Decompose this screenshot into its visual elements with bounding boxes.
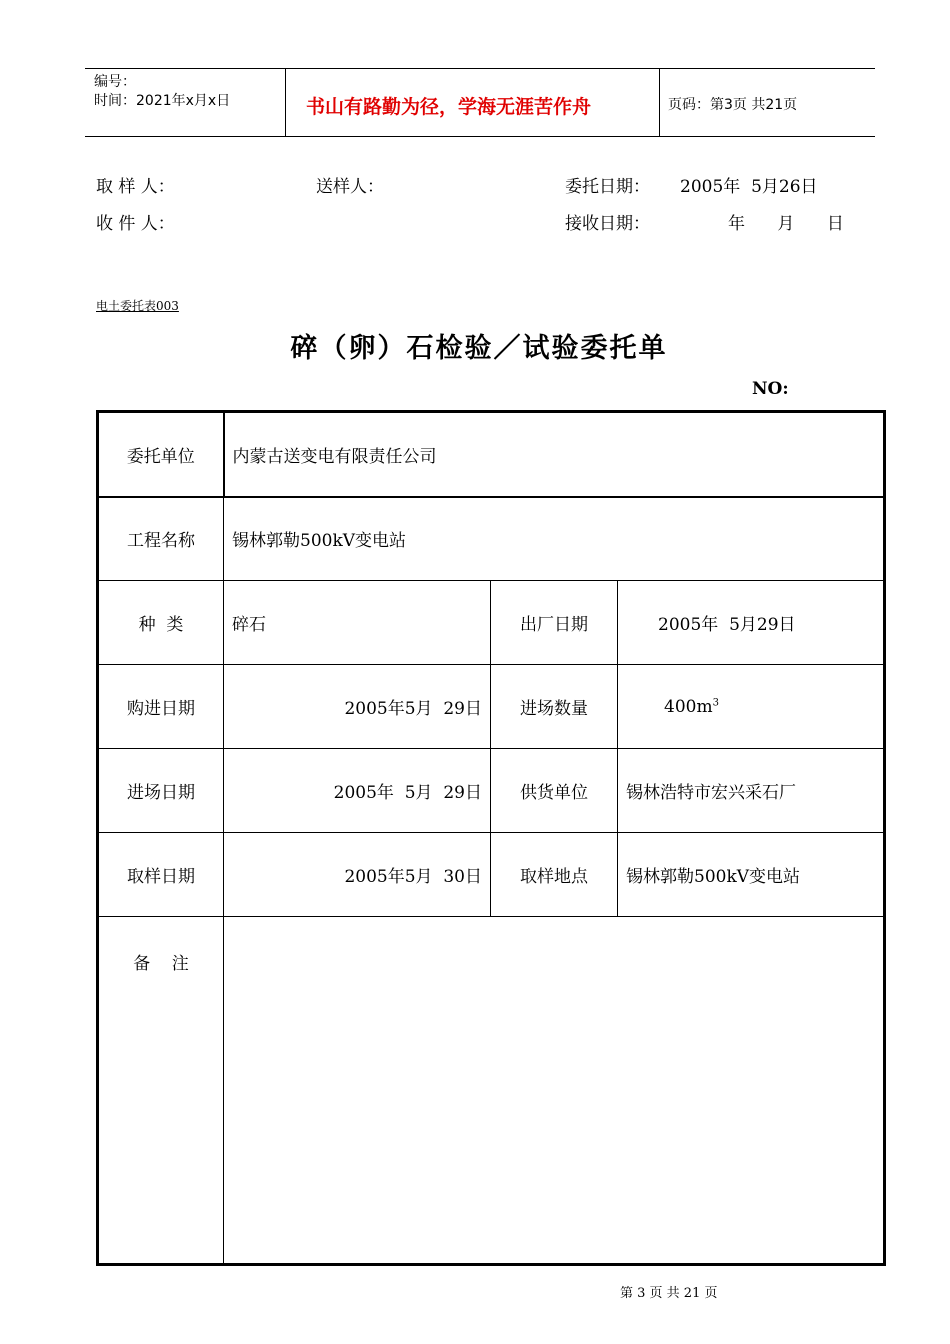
supplier-value: 锡林浩特市宏兴采石厂 [618, 749, 885, 833]
page-title: 碎（卵）石检验／试验委托单 [290, 333, 668, 364]
client-value: 内蒙古送变电有限责任公司 [224, 412, 885, 497]
entry-qty-value: 400m [664, 696, 713, 717]
sample-site-value: 锡林郭勒500kV变电站 [618, 833, 885, 917]
row-project [98, 497, 885, 581]
page-label: 页码：第3页 共21页 [668, 97, 798, 113]
row-type [98, 581, 885, 665]
form-code: 电土委托表003 [96, 299, 179, 313]
entrust-date-value: 2005年 5月26日 [680, 177, 818, 197]
entry-date-label: 进场日期 [98, 749, 224, 833]
sender-label: 送样人： [316, 177, 384, 197]
header-bottom-rule [85, 136, 875, 137]
row-sample [98, 833, 885, 917]
row-entry [98, 749, 885, 833]
header-divider-right [659, 68, 660, 136]
receive-date-label: 接收日期： [565, 214, 650, 234]
sample-site-label: 取样地点 [491, 833, 618, 917]
remarks-label: 备 注 [98, 917, 224, 1265]
entrust-date-label: 委托日期： [565, 177, 650, 197]
sample-date-value: 2005年5月 30日 [224, 833, 491, 917]
serial-label: 编号： [94, 74, 136, 90]
time-label: 时间：2021年x月x日 [94, 93, 231, 109]
receive-date-value: 年 月 日 [728, 214, 844, 234]
purchase-date-value: 2005年5月 29日 [224, 665, 491, 749]
remarks-value [224, 917, 885, 1265]
entry-qty-label: 进场数量 [491, 665, 618, 749]
project-value: 锡林郭勒500kV变电站 [224, 497, 885, 581]
factory-date-value: 2005年 5月29日 [618, 581, 885, 665]
sample-date-label: 取样日期 [98, 833, 224, 917]
supplier-label: 供货单位 [491, 749, 618, 833]
factory-date-label: 出厂日期 [491, 581, 618, 665]
motto-text: 书山有路勤为径，学海无涯苦作舟 [306, 96, 592, 118]
row-purchase [98, 665, 885, 749]
header-divider-left [285, 68, 286, 136]
entry-qty-unit-sup: 3 [712, 696, 719, 708]
client-label: 委托单位 [98, 412, 224, 497]
no-label: NO: [752, 379, 789, 399]
entry-date-value: 2005年 5月 29日 [224, 749, 491, 833]
row-remarks [98, 917, 885, 1265]
type-value: 碎石 [224, 581, 491, 665]
type-label: 种 类 [98, 581, 224, 665]
project-label: 工程名称 [98, 497, 224, 581]
sampler-label: 取 样 人： [96, 177, 175, 197]
row-client [98, 412, 885, 497]
receiver-label: 收 件 人： [96, 214, 175, 234]
entrust-form-table [96, 410, 886, 1266]
entry-qty-cell [618, 665, 885, 749]
purchase-date-label: 购进日期 [98, 665, 224, 749]
header-top-rule [85, 68, 875, 69]
page-footer: 第 3 页 共 21 页 [620, 1286, 718, 1301]
